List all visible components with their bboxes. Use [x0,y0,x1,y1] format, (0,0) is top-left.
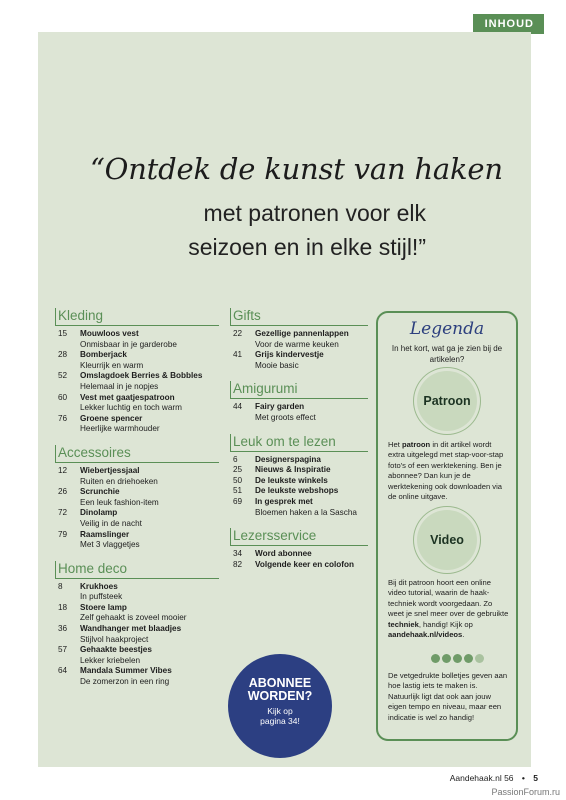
footer-site: Aandehaak.nl 56 [449,773,514,783]
toc-entry-subtitle: Lekker kriebelen [80,655,141,665]
toc-entry-subtitle: Lekker luchtig en toch warm [80,403,182,413]
toc-entry-title: Fairy garden [255,402,305,412]
toc-entry-subtitle: Met groots effect [255,412,316,422]
toc-entry[interactable] [55,624,219,645]
toc-section-title: Amigurumi [230,381,368,399]
quote-line-2: met patronen voor elk [203,200,426,226]
subscribe-badge[interactable] [228,654,332,758]
toc-entry[interactable] [230,350,368,371]
subscribe-line-2: WORDEN? [247,689,313,703]
patroon-badge: Patroon [417,371,477,431]
toc-page-number: 60 [58,392,68,402]
toc-entry[interactable] [55,603,219,624]
toc-page-number: 34 [233,549,243,559]
toc-page-number: 82 [233,559,243,569]
legend-title: Legenda [409,319,485,339]
toc-entry-title: Groene spencer [80,413,143,423]
toc-entry-subtitle: Bloemen haken a la Sascha [255,507,357,517]
toc-page-number: 15 [58,329,68,338]
toc-entry-title: Gehaakte beestjes [80,645,152,655]
toc-page-number: 52 [58,371,68,381]
toc-page-number: 36 [58,624,68,634]
quote-line-3: seizoen en in elke stijl!” [188,234,426,260]
toc-entry[interactable] [55,645,219,666]
toc-entry[interactable] [55,414,219,435]
toc-entry-subtitle: De zomerzon in een ring [80,677,170,687]
toc-entry-subtitle: Onmisbaar in je garderobe [80,339,177,349]
toc-entry[interactable] [55,666,219,687]
video-description: Bij dit patroon hoort een online video tutorial, waarin de haak-techniek wordt voorgedaan. Zo weet je snel meer over de gebruikte techniek, handig! Kijk op aandehaak.nl/videos. [388,578,509,640]
toc-entry-subtitle: Ruiten en driehoeken [80,476,158,486]
toc-entry-title: Word abonnee [255,549,312,559]
toc-entry-subtitle: Heerlijke warmhouder [80,424,160,434]
toc-page-number: 72 [58,508,68,518]
toc-entry[interactable] [230,455,368,466]
toc-entry-subtitle: Stijlvol haakproject [80,634,149,644]
section-tag: INHOUD [473,14,544,34]
toc-page-number: 12 [58,465,68,475]
patroon-description: Het patroon in dit artikel wordt extra uitgelegd met stap-voor-stap foto's of een werktekening. Ben je abonnee? Dan kun je de werktekening ook downloaden via de online uitgave. [388,440,504,502]
page-number: 5 [533,773,538,783]
toc-entry-title: In gesprek met [255,496,313,506]
toc-entry-title: De leukste winkels [255,475,328,485]
subscribe-line-4: pagina 34! [260,716,300,726]
toc-page-number: 22 [233,329,243,338]
toc-entry-subtitle: Zelf gehaakt is zoveel mooier [80,613,187,623]
toc-section-title: Lezersservice [230,528,368,546]
toc-section [230,434,368,519]
toc-section [55,445,219,551]
toc-entry-subtitle: In puffsteek [80,592,123,602]
footer-bullet: • [521,773,525,783]
toc-page-number: 50 [233,475,243,485]
toc-entry-title: Dinolamp [80,508,118,518]
toc-entry-title: Wiebertjessjaal [80,465,140,475]
toc-section [55,308,219,435]
toc-entry-title: Wandhanger met blaadjes [80,624,182,634]
toc-entry[interactable] [55,371,219,392]
toc-entry[interactable] [55,329,219,350]
toc-section-title: Accessoires [55,445,219,463]
toc-page-number: 8 [58,581,63,591]
toc-page-number: 28 [58,350,68,360]
toc-section [55,561,219,688]
toc-column-left [55,308,219,698]
toc-entry[interactable] [230,329,368,350]
toc-entry-title: De leukste webshops [255,486,339,496]
toc-entry[interactable] [230,549,368,560]
difficulty-description: De vetgedrukte bolletjes geven aan hoe lastig iets te maken is. Natuurlijk ligt dat ook aan jouw eigen tempo en niveau, maar een indicatie is wel zo handig! [388,671,508,722]
toc-page-number: 79 [58,529,68,539]
toc-entry[interactable] [55,466,219,487]
difficulty-dot [431,654,440,663]
toc-entry-title: Raamslinger [80,529,130,539]
watermark: PassionForum.ru [491,787,560,797]
toc-entry-title: Nieuws & Inspiratie [255,465,331,475]
legend-box [376,311,518,741]
toc-section [230,528,368,570]
page-footer [450,773,538,783]
difficulty-dot [475,654,484,663]
toc-page-number: 25 [233,465,243,475]
toc-entry[interactable] [55,508,219,529]
toc-entry[interactable] [55,350,219,371]
toc-entry-title: Grijs kindervestje [255,350,324,360]
legend-intro: In het kort, wat ga je zien bij de artikelen? [391,344,503,364]
subscribe-line-1: ABONNEE [248,676,312,690]
toc-section-title: Leuk om te lezen [230,434,368,452]
toc-entry-title: Mandala Summer Vibes [80,666,172,676]
toc-entry[interactable] [230,486,368,497]
toc-entry-title: Mouwloos vest [80,329,139,338]
toc-entry-subtitle: Kleurrijk en warm [80,360,144,370]
difficulty-dot [453,654,462,663]
toc-entry[interactable] [55,393,219,414]
toc-section-title: Gifts [230,308,368,326]
toc-entry-subtitle: Veilig in de nacht [80,518,142,528]
toc-entry[interactable] [55,582,219,603]
difficulty-dot [442,654,451,663]
toc-entry-subtitle: Een leuk fashion-item [80,497,159,507]
toc-section-title: Home deco [55,561,219,579]
toc-entry-subtitle: Met 3 vlaggetjes [80,540,140,550]
toc-page-number: 6 [233,454,238,464]
toc-column-middle [230,308,368,580]
toc-page-number: 64 [58,666,68,676]
toc-entry[interactable] [230,560,368,571]
toc-page-number: 69 [233,496,243,506]
toc-entry[interactable] [230,476,368,487]
toc-entry-title: Stoere lamp [80,602,127,612]
toc-section [230,381,368,423]
toc-entry-subtitle: Voor de warme keuken [255,339,339,349]
toc-section-title: Kleding [55,308,219,326]
subscribe-line-3: Kijk op [267,706,293,716]
quote-line-1: “Ontdek de kunst van haken [90,152,503,186]
toc-entry-subtitle: Helemaal in je nopjes [80,381,159,391]
toc-entry-title: Scrunchie [80,487,120,497]
toc-entry[interactable] [55,487,219,508]
toc-page-number: 76 [58,413,68,423]
toc-entry-title: Gezellige pannenlappen [255,329,349,338]
toc-page-number: 51 [233,486,243,496]
toc-page-number: 41 [233,350,243,360]
toc-page-number: 26 [58,487,68,497]
toc-entry-title: Designerspagina [255,454,321,464]
toc-entry[interactable] [230,402,368,423]
toc-entry-title: Bomberjack [80,350,127,360]
toc-page-number: 18 [58,602,68,612]
difficulty-dots [431,654,484,663]
toc-entry-subtitle: Mooie basic [255,360,299,370]
toc-entry[interactable] [55,530,219,551]
difficulty-dot [464,654,473,663]
toc-section [230,308,368,371]
toc-entry-title: Vest met gaatjespatroon [80,392,175,402]
toc-page-number: 44 [233,402,243,412]
toc-entry-title: Krukhoes [80,581,118,591]
toc-page-number: 57 [58,645,68,655]
video-badge: Video [417,510,477,570]
toc-entry[interactable] [230,497,368,518]
toc-entry[interactable] [230,465,368,476]
toc-entry-title: Omslagdoek Berries & Bobbles [80,371,203,381]
toc-entry-title: Volgende keer en colofon [255,559,355,569]
